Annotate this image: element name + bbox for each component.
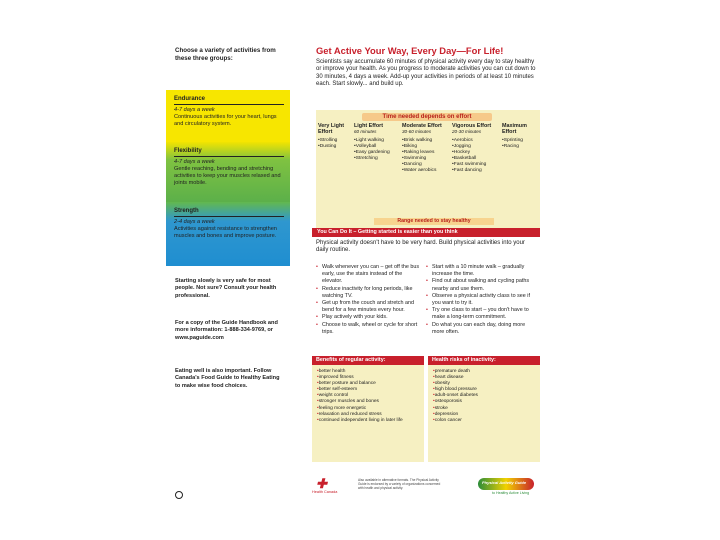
- list-item: • relaxation and reduced stress: [317, 412, 424, 418]
- effort-column-very-light: [318, 123, 352, 150]
- group-endurance: [174, 96, 284, 128]
- list-item: • adult-onset diabetes: [433, 393, 540, 399]
- effort-item: • Fast swimming: [452, 162, 500, 168]
- effort-item: • Strolling: [318, 138, 352, 144]
- logo-title: Physical Activity Guide: [482, 480, 527, 485]
- list-item: • colon cancer: [433, 418, 540, 424]
- list-item: • Try one class to start – you don't have to make a long-term commitment.: [426, 307, 532, 321]
- recycle-icon: [175, 491, 183, 499]
- list-item: • Walk whenever you can – get off the bus early, use the stairs instead of the elevator.: [316, 264, 420, 286]
- effort-item: • Water aerobics: [402, 168, 450, 174]
- effort-sub: 20-30 minutes: [452, 129, 482, 135]
- safety-note: Starting slowly is very safe for most people. Not sure? Consult your health professional.: [175, 278, 277, 299]
- effort-header: Time needed depends on effort: [362, 113, 492, 121]
- list-item: • heart disease: [433, 375, 540, 381]
- list-item: • Get up from the couch and stretch and bend for a few minutes every hour.: [316, 300, 420, 314]
- list-item: • continued independent living in later life: [317, 418, 424, 424]
- risks-box: [428, 356, 540, 462]
- range-label: Range needed to stay healthy: [374, 218, 494, 225]
- list-item: • high blood pressure: [433, 387, 540, 393]
- effort-table: [316, 110, 540, 232]
- page-title: Get Active Your Way, Every Day—For Life!: [316, 45, 504, 56]
- group-flexibility: [174, 148, 284, 187]
- effort-item: • Fast dancing: [452, 168, 500, 174]
- list-item: • improved fitness: [317, 375, 424, 381]
- effort-column-maximum: [502, 123, 538, 150]
- effort-item: • Basketball: [452, 156, 500, 162]
- effort-column-vigorous: [452, 123, 500, 174]
- list-item: • better self-esteem: [317, 387, 424, 393]
- group-title: Endurance: [174, 96, 284, 105]
- effort-item: • Dusting: [318, 144, 352, 150]
- list-item: • better posture and balance: [317, 381, 424, 387]
- group-days: 2-4 days a week: [174, 219, 215, 225]
- list-item: • Start with a 10 minute walk – gradually increase the time.: [426, 264, 532, 278]
- right-column: [296, 38, 540, 504]
- effort-item: • Dancing: [402, 162, 450, 168]
- info-boxes: [312, 356, 540, 462]
- tips-list-right: [426, 264, 532, 336]
- list-item: • Observe a physical activity class to see if you want to try it.: [426, 293, 532, 307]
- group-days: 4-7 days a week: [174, 107, 215, 113]
- tips-list-left: [316, 264, 420, 336]
- effort-title: Light Effort: [354, 123, 384, 129]
- effort-item: • Jogging: [452, 144, 500, 150]
- list-item: • Find out about walking and cycling paths nearby and use them.: [426, 278, 532, 292]
- group-text: Continuous activities for your heart, lungs and circulatory system.: [174, 114, 277, 127]
- effort-title: Vigorous Effort: [452, 123, 492, 129]
- list-item: • better health: [317, 369, 424, 375]
- effort-column-moderate: [402, 123, 450, 174]
- risks-title: Health risks of inactivity:: [428, 356, 540, 365]
- effort-title: Moderate Effort: [402, 123, 442, 129]
- effort-item: • Racing: [502, 144, 538, 150]
- effort-title: Very Light Effort: [318, 123, 345, 136]
- effort-sub: 60 minutes: [354, 129, 377, 135]
- effort-item: • Aerobics: [452, 138, 500, 144]
- group-title: Flexibility: [174, 148, 284, 157]
- lead-paragraph: Scientists say accumulate 60 minutes of physical activity every day to stay healthy or improve your health. As you progress to moderate activities you can cut down to 30 minutes, 4 days a week. Add-up your activities in periods of at least 10 minutes each. Start slowly... and build up.: [316, 59, 536, 88]
- list-item: • feeling more energetic: [317, 406, 424, 412]
- list-item: • depression: [433, 412, 540, 418]
- effort-item: • Brisk walking: [402, 138, 450, 144]
- list-item: • obesity: [433, 381, 540, 387]
- list-item: • weight control: [317, 393, 424, 399]
- effort-item: • Stretching: [354, 156, 400, 162]
- activity-guide-logo: [474, 474, 538, 496]
- effort-item: • Biking: [402, 144, 450, 150]
- effort-item: • Light walking: [354, 138, 400, 144]
- routine-paragraph: Physical activity doesn't have to be very hard. Build physical activities into your daily routine.: [316, 240, 525, 254]
- group-days: 4-7 days a week: [174, 159, 215, 165]
- health-canada-logo: [312, 476, 346, 496]
- effort-title: Maximum Effort: [502, 123, 527, 136]
- logo-text: Health Canada: [312, 490, 338, 494]
- effort-item: • Sprinting: [502, 138, 538, 144]
- copy-info: For a copy of the Guide Handbook and more information: 1-888-334-9769, or www.paguide.com: [175, 320, 278, 341]
- fine-print: Also available in alternative formats. The Physical Activity Guide is endorsed by a variety of organizations concerned with health and physical activity.: [358, 478, 441, 491]
- list-item: • Choose to walk, wheel or cycle for short trips.: [316, 322, 420, 336]
- effort-sub: 30-60 minutes: [402, 129, 432, 135]
- health-canada-mark-icon: ✚: [316, 476, 327, 491]
- effort-item: • Volleyball: [354, 144, 400, 150]
- effort-item: • Swimming: [402, 156, 450, 162]
- list-item: • Do what you can each day, doing more more often.: [426, 322, 532, 336]
- benefits-title: Benefits of regular activity:: [312, 356, 424, 365]
- effort-item: • Hockey: [452, 150, 500, 156]
- effort-column-light: [354, 123, 400, 162]
- group-text: Activities against resistance to strengthen muscles and bones and improve posture.: [174, 226, 277, 239]
- eating-note: Eating well is also important. Follow Canada's Food Guide to Healthy Eating to make wise food choices.: [175, 368, 280, 389]
- brochure-page: [166, 38, 540, 504]
- list-item: • Play actively with your kids.: [316, 314, 420, 321]
- list-item: • stroke: [433, 406, 540, 412]
- effort-item: • Raking leaves: [402, 150, 450, 156]
- group-title: Strength: [174, 208, 284, 217]
- benefits-box: [312, 356, 424, 462]
- logo-subtitle: to Healthy Active Living: [492, 491, 530, 495]
- intro-text: Choose a variety of activities from these three groups:: [175, 47, 276, 63]
- list-item: • osteoporosis: [433, 399, 540, 405]
- left-column: [166, 38, 294, 504]
- group-text: Gentle reaching, bending and stretching activities to keep your muscles relaxed and joints mobile.: [174, 166, 281, 186]
- group-strength: [174, 208, 284, 240]
- section-banner: You Can Do It – Getting started is easier than you think: [312, 228, 540, 237]
- effort-item: • Easy gardening: [354, 150, 400, 156]
- list-item: • stronger muscles and bones: [317, 399, 424, 405]
- list-item: • premature death: [433, 369, 540, 375]
- list-item: • Reduce inactivity for long periods, like watching TV.: [316, 286, 420, 300]
